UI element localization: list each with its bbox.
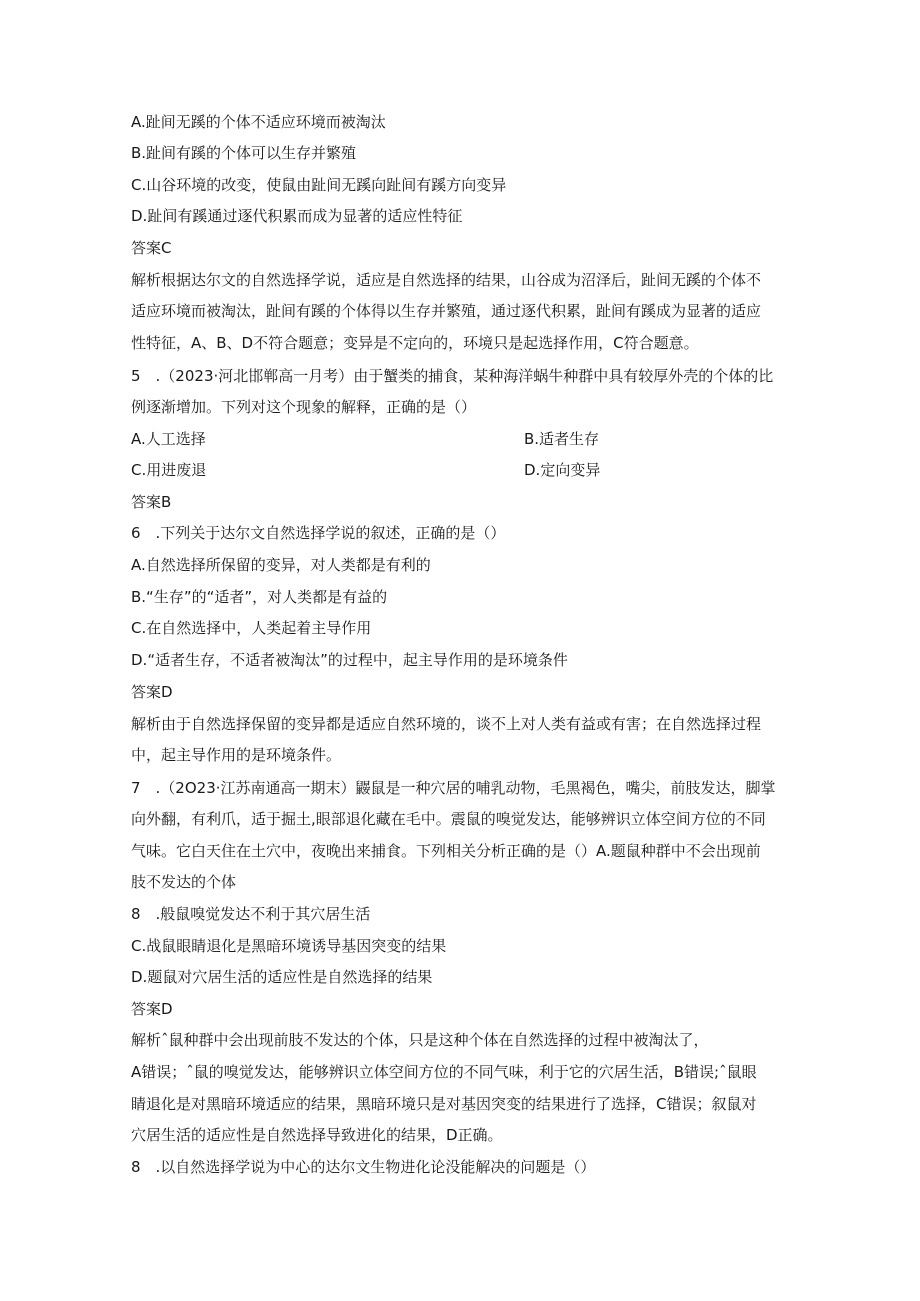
option-b: 8 .般鼠嗅觉发达不利于其穴居生活 (131, 905, 371, 923)
option-d: D.定向变异 (524, 461, 601, 479)
answer-line: 答案D (131, 683, 173, 701)
explanation-line: 解析根据达尔文的自然选择学说，适应是自然选择的结果，山谷成为沼泽后，趾间无蹊的个体不 (131, 271, 762, 289)
option-b: B.趾间有蹊的个体可以生存并繁殖 (131, 144, 357, 162)
answer-line: 答案B (131, 493, 172, 511)
option-c: C.在自然选择中，人类起着主导作用 (131, 619, 372, 637)
question-7-line: 气味。它白天住在土穴中，夜晚出来捕食。下列相关分析正确的是（）A.题鼠种群中不会出现前 (131, 842, 761, 860)
explanation-line: A错误；ˆ鼠的嗅觉发达，能够辨识立体空间方位的不同气味，利于它的穴居生活，B错误;ˆ鼠眼 (131, 1063, 757, 1081)
explanation-line: 性特征，A、B、D不符合题意；变异是不定向的，环境只是起选择作用，C符合题意。 (131, 334, 699, 352)
q5-option-row-1 (131, 429, 791, 449)
question-7-line: 肢不发达的个体 (131, 873, 237, 891)
question-7-line: 向外翻，有利爪，适于掘土,眼部退化藏在毛中。震鼠的嗅觉发达，能够辨识立体空间方位的不同 (131, 810, 766, 828)
option-a: A.趾间无蹊的个体不适应环境而被淘汰 (131, 113, 386, 131)
option-a: A.人工选择 (131, 430, 206, 448)
q5-option-row-2 (131, 460, 791, 480)
option-d: D.题鼠对穴居生活的适应性是自然选择的结果 (131, 968, 433, 986)
answer-line: 答案D (131, 1000, 173, 1018)
question-7-line: 7 .（2O23·江苏南通高一期末）鼹鼠是一种穴居的哺乳动物，毛黑褐色，嘴尖，前肢发达，脚掌 (131, 779, 776, 797)
option-c: C.战鼠眼睛退化是黑暗环境诱导基因突变的结果 (131, 937, 447, 955)
option-c: C.山谷环境的改变，使鼠由趾间无蹊向趾间有蹊方向变异 (131, 176, 507, 194)
explanation-line: 解析由于自然选择保留的变异都是适应自然环境的，谈不上对人类有益或有害；在自然选择过程 (131, 715, 762, 733)
option-d: D.趾间有蹊通过逐代积累而成为显著的适应性特征 (131, 207, 463, 225)
option-b: B.“生存”的“适者”，对人类都是有益的 (131, 588, 388, 606)
question-6-line: 6 .下列关于达尔文自然选择学说的叙述，正确的是（） (131, 524, 506, 542)
explanation-line: 中，起主导作用的是环境条件。 (131, 746, 342, 764)
answer-line: 答案C (131, 239, 172, 257)
option-c: C.用进废退 (131, 461, 207, 479)
explanation-line: 解析ˆ鼠种群中会出现前肢不发达的个体，只是这种个体在自然选择的过程中被淘汰了， (131, 1031, 709, 1049)
question-5-line: 5 .（2023·河北邯郸高一月考）由于蟹类的捕食，某种海洋蜗牛种群中具有较厚外壳的个体的比 (131, 367, 774, 385)
question-8-line: 8 .以自然选择学说为中心的达尔文生物进化论没能解决的问题是（） (131, 1158, 596, 1176)
explanation-line: 适应环境而被淘汰，趾间有蹊的个体得以生存并繁殖，通过逐代积累，趾间有蹊成为显著的适应 (131, 302, 762, 320)
question-5-line: 例逐渐增加。下列对这个现象的解释，正确的是（） (131, 398, 477, 416)
explanation-line: 睛退化是对黑暗环境适应的结果，黑暗环境只是对基因突变的结果进行了选择，C错误；叙鼠对 (131, 1095, 757, 1113)
explanation-line: 穴居生活的适应性是自然选择导致进化的结果，D正确。 (131, 1126, 503, 1144)
option-b: B.适者生存 (524, 430, 600, 448)
option-a: A.自然选择所保留的变异，对人类都是有利的 (131, 556, 431, 574)
option-d: D.“适者生存，不适者被淘汰”的过程中，起主导作用的是环境条件 (131, 651, 568, 669)
